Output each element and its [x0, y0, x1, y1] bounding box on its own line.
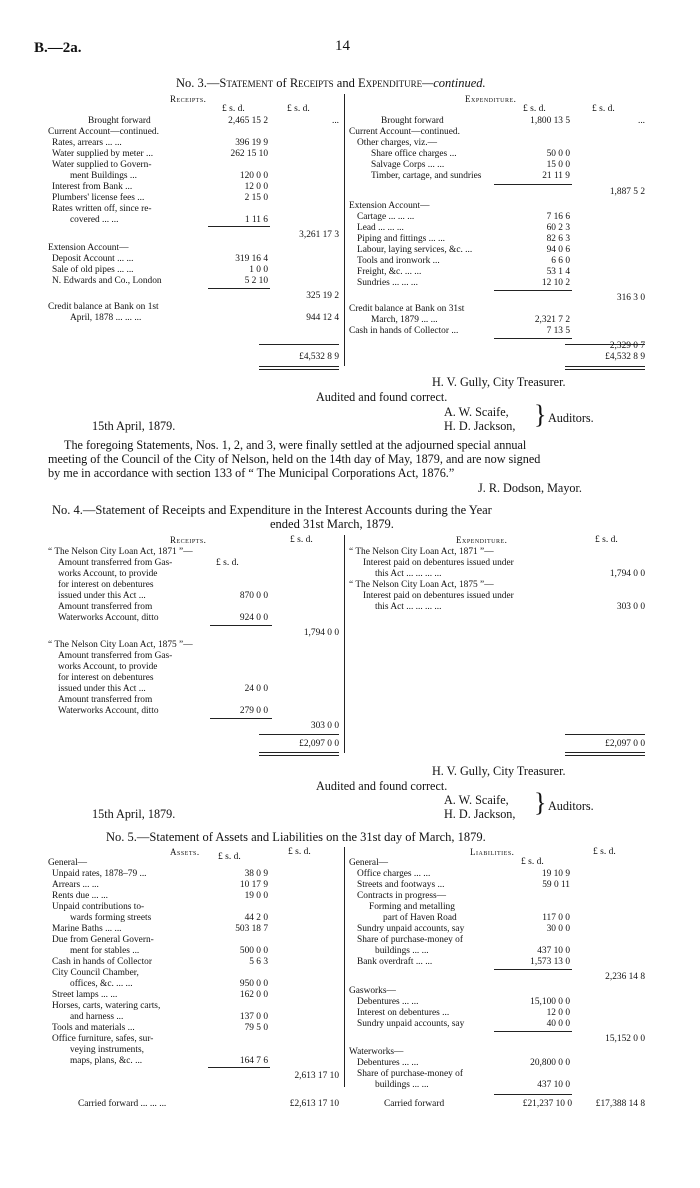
double-rule [565, 366, 645, 370]
ledger-total: 1,794 0 0 [303, 628, 339, 638]
ledger-amount: 21 11 9 [542, 171, 570, 181]
brace: } [534, 788, 547, 817]
ledger-amount: 319 16 4 [235, 254, 268, 264]
ledger-amount: 437 10 0 [537, 1080, 570, 1090]
ledger-label: part of Haven Road [383, 913, 457, 923]
ledger-amount: 950 0 0 [239, 979, 268, 989]
ledger-label: Streets and footways ... [357, 880, 445, 890]
column-header-expenditure-b: £ s. d. [592, 104, 615, 114]
auditor-name: H. D. Jackson, [444, 419, 516, 433]
rule [565, 734, 645, 735]
carried-forward-label: Carried forward ... ... ... [78, 1099, 167, 1109]
column-header-expenditure-a: £ s. d. [523, 104, 546, 114]
audited-note: Audited and found correct. [316, 779, 448, 793]
ledger-amount: 5 6 3 [249, 957, 268, 967]
receipts-heading: Receipts. [170, 535, 207, 545]
page-number: 14 [335, 38, 350, 54]
ledger-amount: 262 15 10 [230, 149, 268, 159]
ledger-amount: 50 0 0 [546, 149, 570, 159]
rule [208, 1067, 270, 1068]
page-ref: B.—2a. [34, 40, 82, 56]
rule [494, 969, 572, 970]
rule [494, 338, 572, 339]
ledger-label: for interest on debentures [58, 580, 154, 590]
ledger-label: Share of purchase-money of [357, 1069, 463, 1079]
ledger-amount: 5 2 10 [244, 276, 268, 286]
ledger-amount: 924 0 0 [239, 613, 268, 623]
ledger-label: Amount transferred from Gas- [58, 558, 173, 568]
ledger-label: Sundry unpaid accounts, say [357, 924, 465, 934]
ledger-total: 2,613 17 10 [294, 1071, 339, 1081]
ledger-total: 325 19 2 [306, 291, 339, 301]
column-header: £ s. d. [216, 558, 239, 568]
ledger-label: Water supplied by meter ... [52, 149, 154, 159]
ledger-amount: 437 10 0 [537, 946, 570, 956]
ledger-label: Horses, carts, watering carts, [52, 1001, 161, 1011]
ledger-label: Brought forward [381, 116, 444, 126]
ledger-total: ... [637, 116, 645, 126]
ledger-amount: 870 0 0 [239, 591, 268, 601]
ledger-label: “ The Nelson City Loan Act, 1875 ”— [349, 580, 494, 590]
title-part: Statement [219, 76, 274, 90]
ledger-label: Interest on debentures ... [357, 1008, 450, 1018]
column-header: £ s. d. [593, 847, 616, 857]
ledger-label: Extension Account— [48, 243, 129, 253]
ledger-label: Street lamps ... ... [52, 990, 118, 1000]
ledger-label: and harness ... [70, 1012, 124, 1022]
ledger-label: Rates, arrears ... ... [52, 138, 122, 148]
statement-4-subtitle: ended 31st March, 1879. [270, 517, 394, 531]
ledger-amount: 19 0 0 [244, 891, 268, 901]
column-header: £ s. d. [218, 852, 241, 862]
ledger-amount: 15 0 0 [546, 160, 570, 170]
ledger-amount: 20,800 0 0 [530, 1058, 570, 1068]
ledger-label: wards forming streets [70, 913, 152, 923]
ledger-amount: 79 5 0 [244, 1023, 268, 1033]
ledger-label: Share of purchase-money of [357, 935, 463, 945]
ledger-amount: 38 0 9 [244, 869, 268, 879]
ledger-amount: 59 0 11 [542, 880, 570, 890]
ledger-label: Labour, laying services, &c. ... [357, 245, 473, 255]
ledger-label: Piping and fittings ... ... [357, 234, 446, 244]
ledger-amount: 6 6 0 [551, 256, 570, 266]
ledger-label: Bank overdraft ... ... [357, 957, 433, 967]
ledger-label: Amount transferred from [58, 602, 153, 612]
ledger-amount: 120 0 0 [239, 171, 268, 181]
ledger-label: ment for stables ... [70, 946, 140, 956]
liabilities-heading: Liabilities. [470, 847, 515, 857]
column-header-receipts-b: £ s. d. [287, 104, 310, 114]
ledger-amount: 30 0 0 [546, 924, 570, 934]
title-part: and [333, 76, 358, 90]
ledger-amount: 24 0 0 [244, 684, 268, 694]
ledger-amount: 2 15 0 [244, 193, 268, 203]
ledger-total: 2,236 14 8 [605, 972, 645, 982]
ledger-label: buildings ... ... [375, 946, 429, 956]
ledger-label: this Act ... ... ... ... [375, 602, 442, 612]
ledger-label: Extension Account— [349, 201, 430, 211]
ledger-label: Cartage ... ... ... [357, 212, 415, 222]
ledger-label: Gasworks— [349, 986, 396, 996]
ledger-total: 2,329 0 7 [609, 341, 645, 351]
expenditure-heading: Expenditure. [465, 94, 517, 104]
ledger-amount: 60 2 3 [546, 223, 570, 233]
rule [494, 1094, 572, 1095]
title-part: —continued. [422, 76, 486, 90]
mayor-signature: J. R. Dodson, Mayor. [478, 481, 582, 495]
ledger-total: 15,152 0 0 [605, 1034, 645, 1044]
ledger-label: Share office charges ... [371, 149, 457, 159]
receipts-heading: Receipts. [170, 94, 207, 104]
carried-forward-liabilities-a: £21,237 10 0 [522, 1099, 572, 1109]
ledger-amount: 1 11 6 [244, 215, 268, 225]
ledger-label: Sundries ... ... ... [357, 278, 418, 288]
statement-4-total-receipts: £2,097 0 0 [299, 739, 339, 749]
ledger-amount: 12 0 0 [546, 1008, 570, 1018]
ledger-label: works Account, to provide [58, 569, 158, 579]
ledger-amount: 279 0 0 [239, 706, 268, 716]
ledger-label: Interest paid on debentures issued under [363, 591, 514, 601]
column-header: £ s. d. [288, 847, 311, 857]
ledger-label: ment Buildings ... [70, 171, 137, 181]
ledger-amount: 2,465 15 2 [228, 116, 268, 126]
ledger-label: Waterworks Account, ditto [58, 706, 159, 716]
ledger-label: Brought forward [88, 116, 151, 126]
ledger-label: General— [48, 858, 88, 868]
ledger-label: offices, &c. ... ... [70, 979, 133, 989]
ledger-label: April, 1878 ... ... ... [70, 313, 142, 323]
ledger-label: Arrears ... ... [52, 880, 99, 890]
carried-forward-liabilities-b: £17,388 14 8 [595, 1099, 645, 1109]
ledger-amount: 503 18 7 [235, 924, 268, 934]
assets-heading: Assets. [170, 847, 200, 857]
auditor-name: A. W. Scaife, [444, 405, 509, 419]
ledger-amount: 1,800 13 5 [530, 116, 570, 126]
statement-date: 15th April, 1879. [92, 419, 176, 433]
treasurer-signature: H. V. Gully, City Treasurer. [432, 764, 566, 778]
ledger-label: Rents due ... ... [52, 891, 108, 901]
ledger-label: Interest from Bank ... [52, 182, 133, 192]
brace: } [534, 400, 547, 429]
ledger-label: Tools and ironwork ... [357, 256, 440, 266]
ledger-label: Office furniture, safes, sur- [52, 1034, 154, 1044]
paragraph-line: The foregoing Statements, Nos. 1, 2, and 3, were finally settled at the adjourned special annual [64, 438, 527, 452]
ledger-label: Waterworks— [349, 1047, 404, 1057]
ledger-label: Amount transferred from Gas- [58, 651, 173, 661]
ledger-label: City Council Chamber, [52, 968, 139, 978]
ledger-label: Debentures ... ... [357, 997, 419, 1007]
ledger-total: 1,887 5 2 [609, 187, 645, 197]
ledger-label: Unpaid rates, 1878–79 ... [52, 869, 147, 879]
ledger-amount: 53 1 4 [546, 267, 570, 277]
ledger-label: maps, plans, &c. ... [70, 1056, 143, 1066]
ledger-label: Office charges ... ... [357, 869, 431, 879]
ledger-amount: 396 19 9 [235, 138, 268, 148]
ledger-amount: 40 0 0 [546, 1019, 570, 1029]
column-divider [344, 535, 345, 753]
ledger-label: Tools and materials ... [52, 1023, 135, 1033]
rule [259, 344, 339, 345]
ledger-label: “ The Nelson City Loan Act, 1871 ”— [48, 547, 193, 557]
rule [259, 734, 339, 735]
audited-note: Audited and found correct. [316, 390, 448, 404]
ledger-label: March, 1879 ... ... [371, 315, 438, 325]
ledger-label: Cash in hands of Collector ... [349, 326, 459, 336]
carried-forward-assets: £2,613 17 10 [289, 1099, 339, 1109]
double-rule [565, 752, 645, 756]
rule [494, 290, 572, 291]
column-divider [344, 94, 345, 366]
ledger-total: 303 0 0 [310, 721, 339, 731]
statement-3-title [176, 76, 486, 91]
ledger-label: Current Account—continued. [48, 127, 159, 137]
ledger-label: issued under this Act ... [58, 684, 146, 694]
ledger-label: covered ... ... [70, 215, 119, 225]
statement-4-total-expenditure: £2,097 0 0 [605, 739, 645, 749]
rule [208, 226, 270, 227]
ledger-label: Credit balance at Bank on 31st [349, 304, 465, 314]
rule [494, 184, 572, 185]
ledger-amount: 500 0 0 [239, 946, 268, 956]
ledger-label: Lead ... ... ... [357, 223, 404, 233]
ledger-label: Contracts in progress— [357, 891, 447, 901]
ledger-label: Cash in hands of Collector [52, 957, 152, 967]
ledger-total: 1,794 0 0 [609, 569, 645, 579]
ledger-amount: 44 2 0 [244, 913, 268, 923]
statement-5-title: No. 5.—Statement of Assets and Liabilities on the 31st day of March, 1879. [106, 830, 486, 844]
ledger-total: 316 3 0 [616, 293, 645, 303]
ledger-total: ... [331, 116, 339, 126]
ledger-amount: 12 10 2 [541, 278, 570, 288]
ledger-label: Other charges, viz.— [357, 138, 438, 148]
double-rule [259, 752, 339, 756]
ledger-amount: 7 16 6 [546, 212, 570, 222]
ledger-label: veying instruments, [70, 1045, 144, 1055]
column-header: £ s. d. [595, 535, 618, 545]
ledger-label: Amount transferred from [58, 695, 153, 705]
rule [208, 288, 270, 289]
ledger-amount: 10 17 9 [239, 880, 268, 890]
ledger-label: Interest paid on debentures issued under [363, 558, 514, 568]
ledger-label: General— [349, 858, 389, 868]
statement-3-total-receipts: £4,532 8 9 [299, 352, 339, 362]
ledger-amount: 1,573 13 0 [530, 957, 570, 967]
ledger-label: works Account, to provide [58, 662, 158, 672]
ledger-amount: 19 10 9 [541, 869, 570, 879]
expenditure-heading: Expenditure. [456, 535, 508, 545]
ledger-amount: 12 0 0 [244, 182, 268, 192]
ledger-label: Unpaid contributions to- [52, 902, 145, 912]
ledger-amount: 137 0 0 [239, 1012, 268, 1022]
ledger-label: Debentures ... ... [357, 1058, 419, 1068]
column-header-receipts-a: £ s. d. [222, 104, 245, 114]
title-part: Expenditure [357, 76, 423, 90]
title-part: No. 3.— [176, 76, 220, 90]
ledger-amount: 15,100 0 0 [530, 997, 570, 1007]
ledger-label: issued under this Act ... [58, 591, 146, 601]
ledger-amount: 162 0 0 [239, 990, 268, 1000]
auditors-label: Auditors. [548, 411, 594, 425]
carried-forward-label: Carried forward [384, 1099, 445, 1109]
ledger-label: “ The Nelson City Loan Act, 1871 ”— [349, 547, 494, 557]
ledger-amount: 82 6 3 [546, 234, 570, 244]
ledger-amount: 1 0 0 [249, 265, 268, 275]
rule [210, 625, 272, 626]
rule [210, 718, 272, 719]
ledger-label: Due from General Govern- [52, 935, 154, 945]
ledger-label: Credit balance at Bank on 1st [48, 302, 159, 312]
ledger-amount: 7 13 5 [546, 326, 570, 336]
rule [565, 344, 645, 345]
ledger-total: 3,261 17 3 [299, 230, 339, 240]
ledger-amount: 164 7 6 [239, 1056, 268, 1066]
ledger-label: “ The Nelson City Loan Act, 1875 ”— [48, 640, 193, 650]
column-divider [344, 847, 345, 1087]
treasurer-name: H. V. Gully, City Treasurer. [432, 375, 566, 389]
column-header: £ s. d. [521, 857, 544, 867]
ledger-label: Plumbers' license fees ... [52, 193, 145, 203]
auditor-name: A. W. Scaife, [444, 793, 509, 807]
ledger-label: Sale of old pipes ... ... [52, 265, 134, 275]
double-rule [259, 366, 339, 370]
ledger-label: Timber, cartage, and sundries [371, 171, 482, 181]
ledger-label: Salvage Corps ... ... [371, 160, 445, 170]
ledger-label: Sundry unpaid accounts, say [357, 1019, 465, 1029]
ledger-label: Freight, &c. ... ... [357, 267, 422, 277]
ledger-label: Waterworks Account, ditto [58, 613, 159, 623]
ledger-label: Marine Baths ... ... [52, 924, 122, 934]
ledger-label: Water supplied to Govern- [52, 160, 152, 170]
treasurer-signature [432, 375, 566, 389]
ledger-amount: 2,321 7 2 [534, 315, 570, 325]
statement-date: 15th April, 1879. [92, 807, 176, 821]
column-header: £ s. d. [290, 535, 313, 545]
ledger-label: this Act ... ... ... ... [375, 569, 442, 579]
statement-3-total-expenditure: £4,532 8 9 [605, 352, 645, 362]
ledger-amount: 117 0 0 [542, 913, 570, 923]
ledger-label: for interest on debentures [58, 673, 154, 683]
title-part: of [273, 76, 290, 90]
ledger-label: Current Account—continued. [349, 127, 460, 137]
ledger-total: 303 0 0 [616, 602, 645, 612]
auditor-name: H. D. Jackson, [444, 807, 516, 821]
title-part: Receipts [289, 76, 334, 90]
ledger-amount: 94 0 6 [546, 245, 570, 255]
paragraph-line: by me in accordance with section 133 of “ The Municipal Corporations Act, 1876.” [48, 466, 455, 480]
paragraph-line: meeting of the Council of the City of Nelson, held on the 14th day of May, 1879, and are now signed [48, 452, 541, 466]
statement-4-title: No. 4.—Statement of Receipts and Expenditure in the Interest Accounts during the Year [52, 503, 492, 517]
ledger-label: Deposit Account ... ... [52, 254, 134, 264]
ledger-label: Rates written off, since re- [52, 204, 152, 214]
rule [494, 1031, 572, 1032]
ledger-total: 944 12 4 [306, 313, 339, 323]
ledger-label: N. Edwards and Co., London [52, 276, 162, 286]
ledger-label: Forming and metalling [369, 902, 455, 912]
ledger-label: buildings ... ... [375, 1080, 429, 1090]
auditors-label: Auditors. [548, 799, 594, 813]
